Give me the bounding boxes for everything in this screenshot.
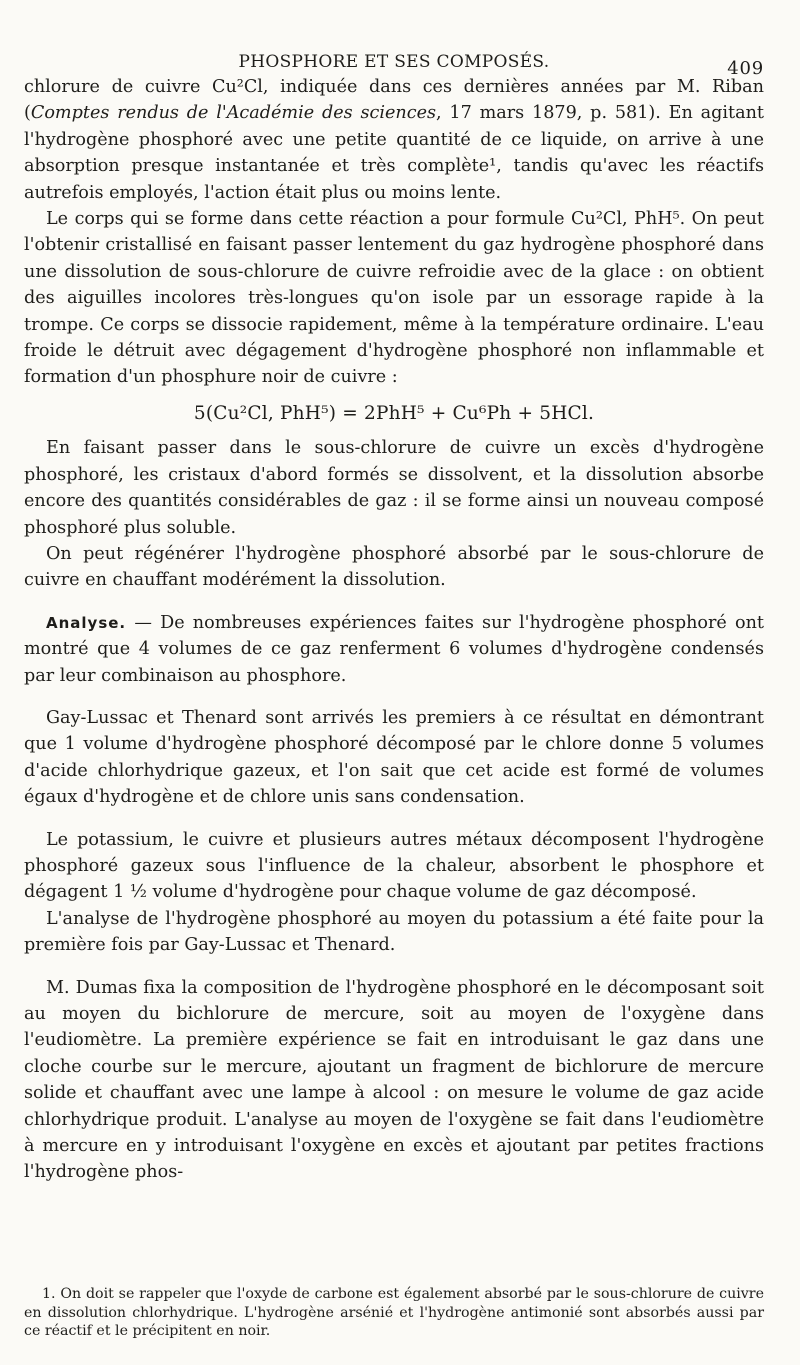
document-page — [24, 38, 764, 1338]
body-text — [24, 74, 764, 1186]
paragraph-1-rest: , 17 mars 1879, p. 581). En agitant l'hydrogène phosphoré avec une petite quantité de ce liquide, on arrive à une absorption presque instantanée et très complète¹, tandis qu'avec les réactifs autrefois employés, l'action était plus ou moins lente. — [24, 103, 764, 203]
page-number: 409 — [727, 58, 764, 79]
analysis-text: — De nombreuses expériences faites sur l'hydrogène phosphoré ont montré que 4 volumes de ce gaz renferment 6 volumes d'hydrogène condensés par leur combinaison au phosphore. — [24, 612, 764, 686]
paragraph-7: Le potassium, le cuivre et plusieurs autres métaux décomposent l'hydrogène phosphoré gazeux sous l'influence de la chaleur, absorbent le phosphore et dégagent 1 ½ volume d'hydrogène pour chaque volume de gaz décomposé. — [24, 829, 764, 903]
running-title: PHOSPHORE ET SES COMPOSÉS. — [238, 52, 550, 72]
running-header — [24, 38, 764, 79]
paragraph-1-citation: Comptes rendus de l'Académie des sciences — [30, 103, 437, 124]
paragraph-4: On peut régénérer l'hydrogène phosphoré absorbé par le sous-chlorure de cuivre en chauffant modérément la dissolution. — [24, 543, 764, 591]
paragraph-1-start: chlorure de cuivre Cu²Cl, indiquée dans ces dernières années par M. Riban ( — [24, 77, 764, 124]
paragraph-2: Le corps qui se forme dans cette réaction a pour formule Cu²Cl, PhH⁵. On peut l'obtenir cristallisé en faisant passer lentement du gaz hydrogène phosphoré dans une dissolution de sous-chlorure de cuivre refroidie avec de la glace : on obtient des aiguilles incolores très-longues qu'on isole par un essorage rapide à la trompe. Ce corps se dissocie rapidement, même à la température ordinaire. L'eau froide le détruit avec dégagement d'hydrogène phosphoré non inflammable et formation d'un phosphure noir de cuivre : — [24, 209, 764, 388]
chemical-formula: 5(Cu²Cl, PhH⁵) = 2PhH⁵ + Cu⁶Ph + 5HCl. — [193, 402, 595, 424]
paragraph-9: M. Dumas fixa la composition de l'hydrogène phosphoré en le décomposant soit au moyen du bichlorure de mercure, soit au moyen de l'oxygène dans l'eudiomètre. La première expérience se fait en introduisant le gaz dans une cloche courbe sur le mercure, ajoutant un fragment de bichlorure de mercure solide et chauffant avec une lampe à alcool : on mesure le volume de gaz acide chlorhydrique produit. L'analyse au moyen de l'oxygène se fait dans l'eudiomètre à mercure en y introduisant l'oxygène en excès et ajoutant par petites fractions l'hydrogène phos- — [24, 977, 764, 1183]
paragraph-1 — [24, 74, 764, 206]
footnote-1: 1. On doit se rappeler que l'oxyde de carbone est également absorbé par le sous-chlorure de cuivre en dissolution chlorhydrique. L'hydrogène arsénié et l'hydrogène antimonié sont absorbés aussi par ce réactif et le précipitent en noir. — [24, 1286, 764, 1340]
footnotes — [24, 1285, 764, 1341]
analysis-label: Analyse. — [46, 613, 127, 632]
analysis-paragraph — [24, 610, 764, 689]
paragraph-8: L'analyse de l'hydrogène phosphoré au moyen du potassium a été faite pour la première fois par Gay-Lussac et Thenard. — [24, 908, 764, 956]
paragraph-6: Gay-Lussac et Thenard sont arrivés les premiers à ce résultat en démontrant que 1 volume d'hydrogène phosphoré décomposé par le chlore donne 5 volumes d'acide chlorhydrique gazeux, et l'on sait que cet acide est formé de volumes égaux d'hydrogène et de chlore unis sans condensation. — [24, 707, 764, 808]
paragraph-3: En faisant passer dans le sous-chlorure de cuivre un excès d'hydrogène phosphoré, les cristaux d'abord formés se dissolvent, et la dissolution absorbe encore des quantités considérables de gaz : il se forme ainsi un nouveau composé phosphoré plus soluble. — [24, 438, 764, 538]
